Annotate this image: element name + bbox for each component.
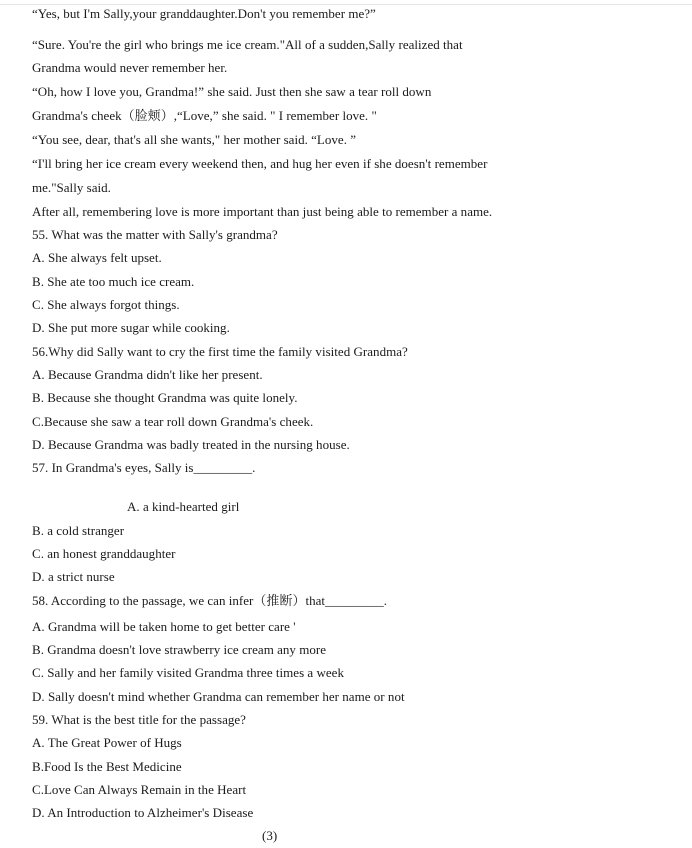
question-55-option-b: B. She ate too much ice cream. xyxy=(32,274,195,289)
passage-line: me."Sally said. xyxy=(32,180,111,195)
passage-line: Grandma would never remember her. xyxy=(32,60,228,75)
question-57-option-d: D. a strict nurse xyxy=(32,569,115,584)
passage-line: After all, remembering love is more important than just being able to remember a name. xyxy=(32,204,493,219)
question-57-option-c: C. an honest granddaughter xyxy=(32,546,176,561)
top-divider xyxy=(0,4,692,5)
question-58-stem: 58. According to the passage, we can infer（推断）that_________. xyxy=(32,593,388,608)
question-55-option-d: D. She put more sugar while cooking. xyxy=(32,320,230,335)
question-56-option-c: C.Because she saw a tear roll down Grandma's cheek. xyxy=(32,414,314,429)
passage-line: “You see, dear, that's all she wants," her mother said. “Love. ” xyxy=(32,132,357,147)
passage-line: “Yes, but I'm Sally,your granddaughter.Don't you remember me?” xyxy=(32,6,376,21)
question-56-stem: 56.Why did Sally want to cry the first time the family visited Grandma? xyxy=(32,344,408,359)
question-57-option-b: B. a cold stranger xyxy=(32,523,125,538)
question-55-option-c: C. She always forgot things. xyxy=(32,297,180,312)
question-57-option-a: A. a kind-hearted girl xyxy=(127,499,240,514)
question-58-option-d: D. Sally doesn't mind whether Grandma can remember her name or not xyxy=(32,689,405,704)
question-59-option-c: C.Love Can Always Remain in the Heart xyxy=(32,782,247,797)
question-55-option-a: A. She always felt upset. xyxy=(32,250,162,265)
question-59-option-d: D. An Introduction to Alzheimer's Disease xyxy=(32,805,254,820)
page-number: (3) xyxy=(262,828,278,843)
question-58-option-a: A. Grandma will be taken home to get better care ' xyxy=(32,619,296,634)
question-58-option-c: C. Sally and her family visited Grandma three times a week xyxy=(32,665,344,680)
passage-line: Grandma's cheek（脸颊）,“Love,” she said. " I remember love. " xyxy=(32,108,377,123)
passage-line: “I'll bring her ice cream every weekend then, and hug her even if she doesn't remember xyxy=(32,156,488,171)
question-55-stem: 55. What was the matter with Sally's grandma? xyxy=(32,227,278,242)
question-56-option-d: D. Because Grandma was badly treated in the nursing house. xyxy=(32,437,350,452)
question-59-option-a: A. The Great Power of Hugs xyxy=(32,735,182,750)
question-59-stem: 59. What is the best title for the passage? xyxy=(32,712,246,727)
question-56-option-a: A. Because Grandma didn't like her present. xyxy=(32,367,263,382)
question-58-option-b: B. Grandma doesn't love strawberry ice cream any more xyxy=(32,642,326,657)
question-56-option-b: B. Because she thought Grandma was quite lonely. xyxy=(32,390,298,405)
question-59-option-b: B.Food Is the Best Medicine xyxy=(32,759,182,774)
question-57-stem: 57. In Grandma's eyes, Sally is_________. xyxy=(32,460,256,475)
passage-line: “Sure. You're the girl who brings me ice cream."All of a sudden,Sally realized that xyxy=(32,37,463,52)
passage-line: “Oh, how I love you, Grandma!” she said. Just then she saw a tear roll down xyxy=(32,84,432,99)
